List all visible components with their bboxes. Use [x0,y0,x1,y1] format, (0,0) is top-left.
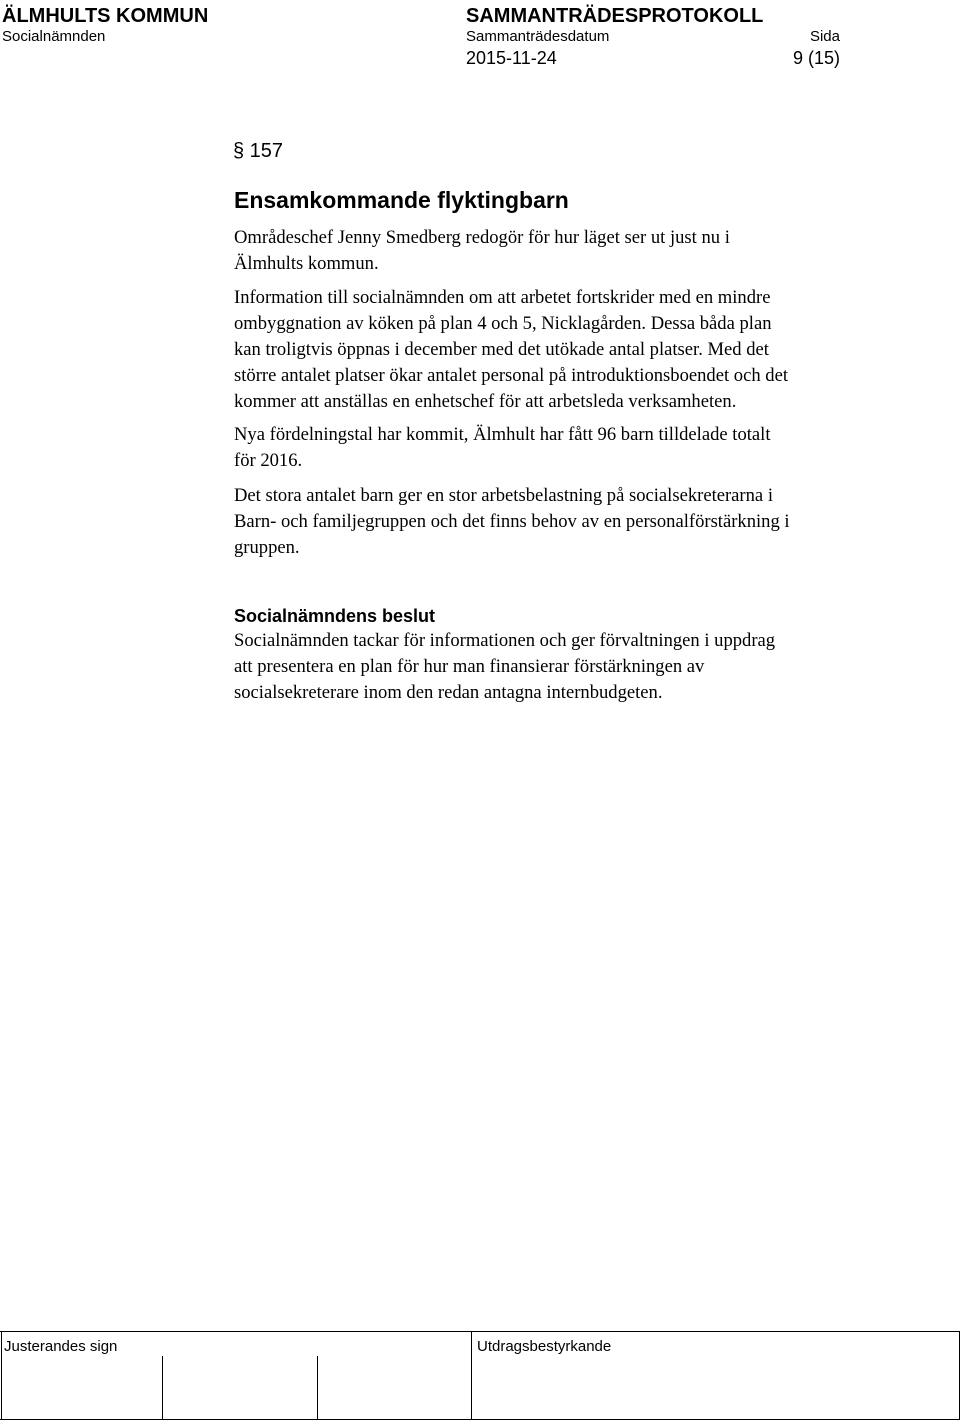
paragraph-number: § 157 [233,140,284,162]
committee-name: Socialnämnden [2,28,106,45]
paragraph-line: Områdeschef Jenny Smedberg redogör för hur läget ser ut just nu i [234,227,730,248]
meeting-date: 2015-11-24 [466,48,557,68]
decision-heading: Socialnämndens beslut [234,606,436,626]
page-label: Sida [809,28,840,45]
organization-name: ÄLMHULTS KOMMUN [2,5,209,27]
decision-line: att presentera en plan för hur man finansierar förstärkningen av [234,656,705,677]
paragraph-line: Nya fördelningstal har kommit, Älmhult har fått 96 barn tilldelade totalt [234,424,771,445]
decision-paragraph [234,628,884,706]
paragraph-line: för 2016. [234,450,303,471]
body-paragraph [234,483,884,561]
signature-box-divider [162,1356,163,1420]
paragraph-line: gruppen. [234,537,300,558]
paragraph-line: Det stora antalet barn ger en stor arbetsbelastning på socialsekreterarna i [234,485,773,506]
page-number: 9 (15) [792,48,840,68]
decision-line: Socialnämnden tackar för informationen och ger förvaltningen i uppdrag [234,630,776,651]
paragraph-line: större antalet platser ökar antalet personal på introduktionsboendet och det [234,365,789,386]
meeting-date-label: Sammanträdesdatum [466,28,610,45]
signature-label: Justerandes sign [4,1338,118,1355]
body-paragraph [234,422,884,474]
paragraph-line: ombyggnation av köken på plan 4 och 5, Nicklagården. Dessa båda plan [234,313,772,334]
signature-box-divider [317,1356,318,1420]
paragraph-line: kommer att anställas en enhetschef för att arbetsleda verksamheten. [234,391,737,412]
section-title: Ensamkommande flyktingbarn [234,187,569,213]
footer-top-border [0,1331,960,1332]
body-paragraph [234,225,884,277]
footer-divider [471,1331,472,1420]
paragraph-line: Barn- och familjegruppen och det finns behov av en personalförstärkning i [234,511,790,532]
paragraph-line: Älmhults kommun. [234,253,379,274]
paragraph-line: kan troligtvis öppnas i december med det utökade antal platser. Med det [234,339,769,360]
body-paragraph [234,285,884,415]
decision-line: socialsekreterare inom den redan antagna internbudgeten. [234,682,663,703]
certified-copy-label: Utdragsbestyrkande [477,1338,612,1355]
footer-divider [1,1331,2,1420]
paragraph-line: Information till socialnämnden om att arbetet fortskrider med en mindre [234,287,771,308]
document-title: SAMMANTRÄDESPROTOKOLL [466,5,764,27]
